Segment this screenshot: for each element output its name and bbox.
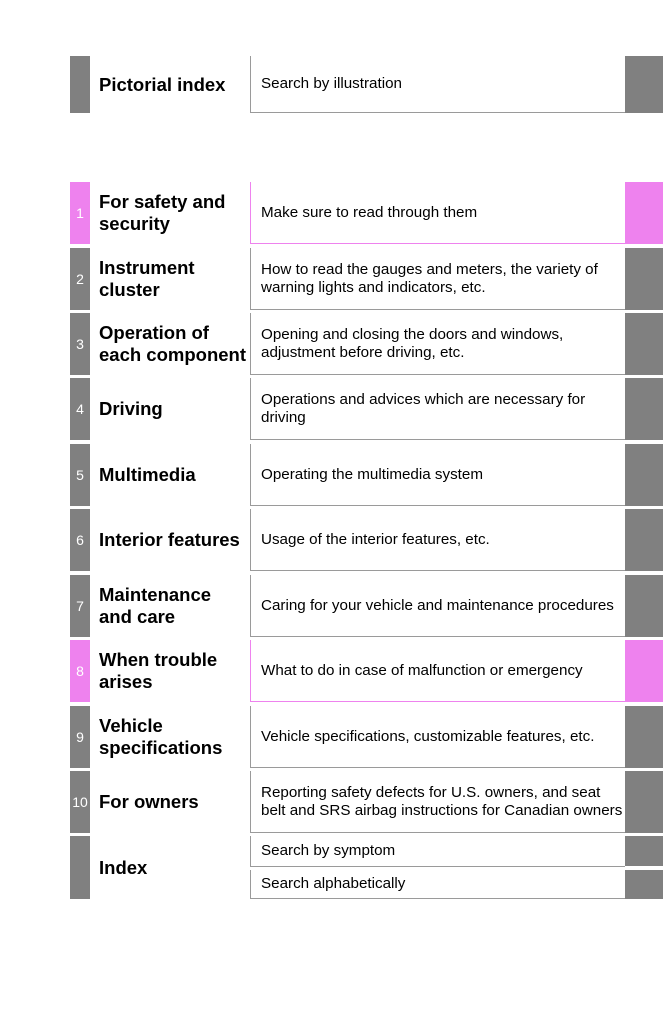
chapter-row-7[interactable] bbox=[0, 575, 663, 637]
chapter-row-2[interactable] bbox=[0, 248, 663, 310]
chapter-number: 10 bbox=[70, 771, 90, 833]
chapter-title: For owners bbox=[99, 791, 199, 812]
chapter-tab[interactable] bbox=[625, 640, 663, 702]
chapter-tab[interactable] bbox=[625, 706, 663, 768]
index-tab-symptom[interactable] bbox=[625, 836, 663, 866]
chapter-desc: Opening and closing the doors and windows, adjustment before driving, etc. bbox=[250, 313, 625, 375]
index-desc-alpha[interactable]: Search alphabetically bbox=[250, 870, 625, 899]
chapter-desc: Operations and advices which are necessary for driving bbox=[250, 378, 625, 440]
index-bar bbox=[70, 836, 90, 899]
chapter-tab[interactable] bbox=[625, 444, 663, 506]
chapter-tab[interactable] bbox=[625, 313, 663, 375]
chapter-desc: Caring for your vehicle and maintenance procedures bbox=[250, 575, 625, 637]
chapter-number: 7 bbox=[70, 575, 90, 637]
chapter-row-9[interactable] bbox=[0, 706, 663, 768]
index-tab-alpha[interactable] bbox=[625, 870, 663, 899]
chapter-desc: What to do in case of malfunction or emergency bbox=[250, 640, 625, 702]
chapter-tab[interactable] bbox=[625, 771, 663, 833]
chapter-row-1[interactable] bbox=[0, 182, 663, 244]
pictorial-index-title: Pictorial index bbox=[99, 73, 226, 95]
chapter-tab[interactable] bbox=[625, 575, 663, 637]
pictorial-index-bar bbox=[70, 56, 90, 113]
chapter-tab[interactable] bbox=[625, 248, 663, 310]
chapter-title: Interior features bbox=[99, 529, 240, 550]
index-title: Index bbox=[99, 856, 148, 878]
chapter-title: When trouble arises bbox=[99, 649, 218, 692]
chapter-desc: How to read the gauges and meters, the variety of warning lights and indicators, etc. bbox=[250, 248, 625, 310]
chapter-desc: Reporting safety defects for U.S. owners, and seat belt and SRS airbag instructions for Canadian owners bbox=[250, 771, 625, 833]
chapter-row-3[interactable] bbox=[0, 313, 663, 375]
index-row[interactable] bbox=[0, 836, 663, 899]
chapter-number: 2 bbox=[70, 248, 90, 310]
chapter-row-8[interactable] bbox=[0, 640, 663, 702]
chapter-desc: Usage of the interior features, etc. bbox=[250, 509, 625, 571]
chapter-number: 5 bbox=[70, 444, 90, 506]
chapter-title: Vehicle specifications bbox=[99, 715, 223, 758]
chapter-number: 9 bbox=[70, 706, 90, 768]
chapter-title: Operation of each component bbox=[99, 322, 246, 365]
chapter-desc: Vehicle specifications, customizable features, etc. bbox=[250, 706, 625, 768]
chapter-tab[interactable] bbox=[625, 378, 663, 440]
pictorial-index-row[interactable] bbox=[0, 56, 663, 113]
chapter-title: Maintenance and care bbox=[99, 584, 212, 627]
chapter-number: 4 bbox=[70, 378, 90, 440]
chapter-row-5[interactable] bbox=[0, 444, 663, 506]
chapter-row-10[interactable] bbox=[0, 771, 663, 833]
chapter-number: 6 bbox=[70, 509, 90, 571]
pictorial-index-desc: Search by illustration bbox=[250, 56, 625, 113]
chapter-title: Multimedia bbox=[99, 464, 196, 485]
chapter-title: Driving bbox=[99, 398, 163, 419]
chapter-desc: Operating the multimedia system bbox=[250, 444, 625, 506]
chapter-row-6[interactable] bbox=[0, 509, 663, 571]
pictorial-index-tab[interactable] bbox=[625, 56, 663, 113]
chapter-tab[interactable] bbox=[625, 182, 663, 244]
chapter-number: 1 bbox=[70, 182, 90, 244]
chapter-row-4[interactable] bbox=[0, 378, 663, 440]
chapter-number: 8 bbox=[70, 640, 90, 702]
chapter-tab[interactable] bbox=[625, 509, 663, 571]
chapter-desc: Make sure to read through them bbox=[250, 182, 625, 244]
chapter-title: Instrument cluster bbox=[99, 257, 195, 300]
chapter-title: For safety and security bbox=[99, 191, 226, 234]
index-desc-symptom[interactable]: Search by symptom bbox=[250, 836, 625, 867]
chapter-number: 3 bbox=[70, 313, 90, 375]
